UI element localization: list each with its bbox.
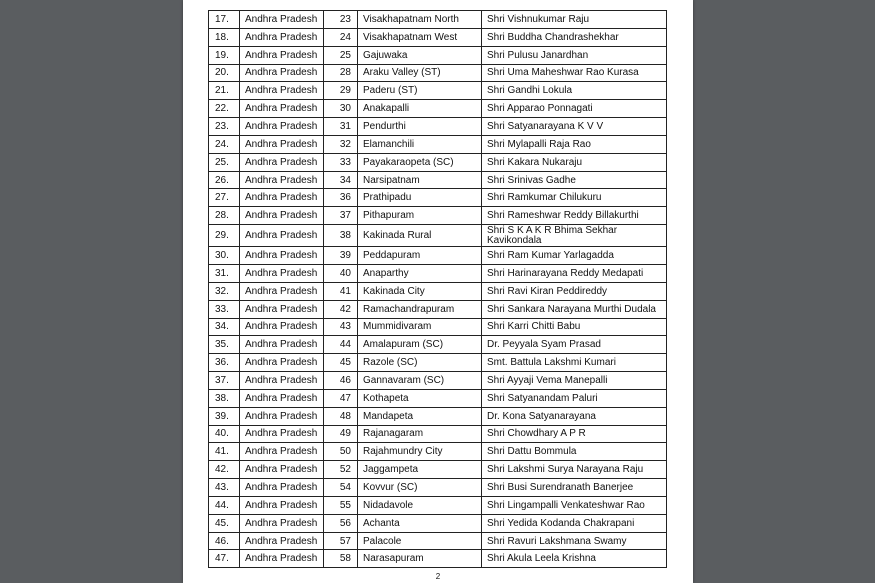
constituency-number-cell: 40 [324, 264, 358, 282]
constituency-name-cell: Ramachandrapuram [358, 300, 482, 318]
constituency-name-cell: Elamanchili [358, 135, 482, 153]
table-row [209, 300, 667, 318]
constituency-number-cell: 33 [324, 153, 358, 171]
constituency-name-cell: Anakapalli [358, 100, 482, 118]
table-row [209, 389, 667, 407]
candidate-name-cell: Shri Lakshmi Surya Narayana Raju [482, 461, 667, 479]
state-cell: Andhra Pradesh [240, 82, 324, 100]
candidate-name-cell: Shri Ramkumar Chilukuru [482, 189, 667, 207]
candidate-name-cell: Shri Ram Kumar Yarlagadda [482, 247, 667, 265]
constituency-number-cell: 37 [324, 207, 358, 225]
candidate-name-cell: Shri Apparao Ponnagati [482, 100, 667, 118]
state-cell: Andhra Pradesh [240, 514, 324, 532]
constituency-name-cell: Rajanagaram [358, 425, 482, 443]
constituency-name-cell: Kothapeta [358, 389, 482, 407]
table-row [209, 225, 667, 247]
state-cell: Andhra Pradesh [240, 461, 324, 479]
state-cell: Andhra Pradesh [240, 264, 324, 282]
serial-number-cell: 23. [209, 118, 240, 136]
candidate-name-cell: Shri Sankara Narayana Murthi Dudala [482, 300, 667, 318]
serial-number-cell: 44. [209, 496, 240, 514]
table-row [209, 354, 667, 372]
constituency-name-cell: Mandapeta [358, 407, 482, 425]
constituency-name-cell: Razole (SC) [358, 354, 482, 372]
candidate-name-cell: Dr. Kona Satyanarayana [482, 407, 667, 425]
constituency-number-cell: 44 [324, 336, 358, 354]
serial-number-cell: 40. [209, 425, 240, 443]
constituency-number-cell: 24 [324, 28, 358, 46]
state-cell: Andhra Pradesh [240, 153, 324, 171]
table-row [209, 118, 667, 136]
constituency-name-cell: Peddapuram [358, 247, 482, 265]
state-cell: Andhra Pradesh [240, 282, 324, 300]
constituency-name-cell: Gannavaram (SC) [358, 372, 482, 390]
candidate-name-cell: Shri Kakara Nukaraju [482, 153, 667, 171]
serial-number-cell: 33. [209, 300, 240, 318]
table-row [209, 372, 667, 390]
constituency-name-cell: Amalapuram (SC) [358, 336, 482, 354]
serial-number-cell: 32. [209, 282, 240, 300]
constituency-number-cell: 42 [324, 300, 358, 318]
state-cell: Andhra Pradesh [240, 11, 324, 29]
table-row [209, 207, 667, 225]
constituency-number-cell: 49 [324, 425, 358, 443]
constituency-name-cell: Kakinada Rural [358, 225, 482, 247]
candidate-name-cell: Shri Satyanandam Paluri [482, 389, 667, 407]
constituency-name-cell: Payakaraopeta (SC) [358, 153, 482, 171]
constituency-name-cell: Achanta [358, 514, 482, 532]
serial-number-cell: 20. [209, 64, 240, 82]
candidate-name-cell: Shri Harinarayana Reddy Medapati [482, 264, 667, 282]
constituency-number-cell: 48 [324, 407, 358, 425]
state-cell: Andhra Pradesh [240, 207, 324, 225]
table-row [209, 28, 667, 46]
candidate-name-cell: Shri Satyanarayana K V V [482, 118, 667, 136]
serial-number-cell: 31. [209, 264, 240, 282]
candidate-name-cell: Shri Buddha Chandrashekhar [482, 28, 667, 46]
candidate-name-cell: Shri Busi Surendranath Banerjee [482, 479, 667, 497]
serial-number-cell: 24. [209, 135, 240, 153]
constituency-number-cell: 31 [324, 118, 358, 136]
constituency-name-cell: Rajahmundry City [358, 443, 482, 461]
serial-number-cell: 38. [209, 389, 240, 407]
table-row [209, 425, 667, 443]
candidate-name-cell: Shri Rameshwar Reddy Billakurthi [482, 207, 667, 225]
constituency-name-cell: Palacole [358, 532, 482, 550]
table-body [209, 11, 667, 568]
table-row [209, 82, 667, 100]
table-row [209, 479, 667, 497]
table-row [209, 100, 667, 118]
constituency-number-cell: 55 [324, 496, 358, 514]
candidate-name-cell: Shri Pulusu Janardhan [482, 46, 667, 64]
candidate-name-cell: Shri Karri Chitti Babu [482, 318, 667, 336]
page-number: 2 [435, 572, 441, 581]
constituency-number-cell: 30 [324, 100, 358, 118]
state-cell: Andhra Pradesh [240, 247, 324, 265]
constituency-number-cell: 32 [324, 135, 358, 153]
serial-number-cell: 35. [209, 336, 240, 354]
serial-number-cell: 45. [209, 514, 240, 532]
table-row [209, 135, 667, 153]
serial-number-cell: 29. [209, 225, 240, 247]
serial-number-cell: 36. [209, 354, 240, 372]
table-row [209, 514, 667, 532]
candidate-name-cell: Shri Chowdhary A P R [482, 425, 667, 443]
candidate-name-cell: Shri Ayyaji Vema Manepalli [482, 372, 667, 390]
serial-number-cell: 28. [209, 207, 240, 225]
serial-number-cell: 25. [209, 153, 240, 171]
constituency-number-cell: 54 [324, 479, 358, 497]
serial-number-cell: 43. [209, 479, 240, 497]
constituency-number-cell: 41 [324, 282, 358, 300]
candidate-name-cell: Shri Ravuri Lakshmana Swamy [482, 532, 667, 550]
constituency-name-cell: Paderu (ST) [358, 82, 482, 100]
table-row [209, 532, 667, 550]
candidate-table [208, 10, 667, 568]
constituency-name-cell: Kakinada City [358, 282, 482, 300]
serial-number-cell: 47. [209, 550, 240, 568]
serial-number-cell: 37. [209, 372, 240, 390]
constituency-number-cell: 58 [324, 550, 358, 568]
state-cell: Andhra Pradesh [240, 425, 324, 443]
serial-number-cell: 42. [209, 461, 240, 479]
constituency-number-cell: 23 [324, 11, 358, 29]
state-cell: Andhra Pradesh [240, 496, 324, 514]
serial-number-cell: 34. [209, 318, 240, 336]
state-cell: Andhra Pradesh [240, 336, 324, 354]
state-cell: Andhra Pradesh [240, 389, 324, 407]
table-row [209, 46, 667, 64]
table-row [209, 11, 667, 29]
state-cell: Andhra Pradesh [240, 532, 324, 550]
constituency-name-cell: Mummidivaram [358, 318, 482, 336]
state-cell: Andhra Pradesh [240, 372, 324, 390]
document-page [183, 0, 693, 583]
state-cell: Andhra Pradesh [240, 443, 324, 461]
state-cell: Andhra Pradesh [240, 407, 324, 425]
candidate-name-cell: Shri Dattu Bommula [482, 443, 667, 461]
serial-number-cell: 19. [209, 46, 240, 64]
constituency-name-cell: Gajuwaka [358, 46, 482, 64]
constituency-name-cell: Visakhapatnam West [358, 28, 482, 46]
serial-number-cell: 46. [209, 532, 240, 550]
state-cell: Andhra Pradesh [240, 135, 324, 153]
constituency-number-cell: 46 [324, 372, 358, 390]
state-cell: Andhra Pradesh [240, 46, 324, 64]
constituency-name-cell: Anaparthy [358, 264, 482, 282]
constituency-number-cell: 50 [324, 443, 358, 461]
constituency-name-cell: Nidadavole [358, 496, 482, 514]
constituency-number-cell: 38 [324, 225, 358, 247]
constituency-name-cell: Visakhapatnam North [358, 11, 482, 29]
candidate-name-cell: Shri Lingampalli Venkateshwar Rao [482, 496, 667, 514]
serial-number-cell: 21. [209, 82, 240, 100]
table-row [209, 407, 667, 425]
constituency-name-cell: Araku Valley (ST) [358, 64, 482, 82]
constituency-number-cell: 28 [324, 64, 358, 82]
table-row [209, 171, 667, 189]
table-row [209, 443, 667, 461]
constituency-number-cell: 57 [324, 532, 358, 550]
candidate-name-cell: Shri Ravi Kiran Peddireddy [482, 282, 667, 300]
serial-number-cell: 27. [209, 189, 240, 207]
constituency-number-cell: 29 [324, 82, 358, 100]
constituency-number-cell: 36 [324, 189, 358, 207]
serial-number-cell: 30. [209, 247, 240, 265]
constituency-name-cell: Jaggampeta [358, 461, 482, 479]
state-cell: Andhra Pradesh [240, 479, 324, 497]
serial-number-cell: 22. [209, 100, 240, 118]
table-row [209, 318, 667, 336]
state-cell: Andhra Pradesh [240, 28, 324, 46]
constituency-name-cell: Kovvur (SC) [358, 479, 482, 497]
table-row [209, 336, 667, 354]
constituency-name-cell: Prathipadu [358, 189, 482, 207]
table-row [209, 550, 667, 568]
state-cell: Andhra Pradesh [240, 225, 324, 247]
state-cell: Andhra Pradesh [240, 354, 324, 372]
state-cell: Andhra Pradesh [240, 318, 324, 336]
state-cell: Andhra Pradesh [240, 64, 324, 82]
constituency-number-cell: 39 [324, 247, 358, 265]
candidate-name-cell: Shri Yedida Kodanda Chakrapani [482, 514, 667, 532]
constituency-number-cell: 43 [324, 318, 358, 336]
state-cell: Andhra Pradesh [240, 550, 324, 568]
table-row [209, 282, 667, 300]
constituency-number-cell: 47 [324, 389, 358, 407]
table-row [209, 64, 667, 82]
table-row [209, 189, 667, 207]
candidate-name-cell: Smt. Battula Lakshmi Kumari [482, 354, 667, 372]
candidate-name-cell: Shri Gandhi Lokula [482, 82, 667, 100]
state-cell: Andhra Pradesh [240, 171, 324, 189]
constituency-name-cell: Narsipatnam [358, 171, 482, 189]
candidate-name-cell: Shri Srinivas Gadhe [482, 171, 667, 189]
table-row [209, 264, 667, 282]
candidate-name-cell: Shri S K A K R Bhima Sekhar Kavikondala [482, 225, 667, 247]
constituency-name-cell: Pithapuram [358, 207, 482, 225]
candidate-name-cell: Shri Vishnukumar Raju [482, 11, 667, 29]
serial-number-cell: 41. [209, 443, 240, 461]
state-cell: Andhra Pradesh [240, 189, 324, 207]
table-row [209, 496, 667, 514]
constituency-number-cell: 56 [324, 514, 358, 532]
serial-number-cell: 17. [209, 11, 240, 29]
constituency-number-cell: 25 [324, 46, 358, 64]
candidate-name-cell: Dr. Peyyala Syam Prasad [482, 336, 667, 354]
table-row [209, 247, 667, 265]
state-cell: Andhra Pradesh [240, 300, 324, 318]
constituency-number-cell: 45 [324, 354, 358, 372]
table-row [209, 153, 667, 171]
state-cell: Andhra Pradesh [240, 118, 324, 136]
candidate-name-cell: Shri Uma Maheshwar Rao Kurasa [482, 64, 667, 82]
constituency-number-cell: 34 [324, 171, 358, 189]
serial-number-cell: 39. [209, 407, 240, 425]
constituency-number-cell: 52 [324, 461, 358, 479]
serial-number-cell: 18. [209, 28, 240, 46]
constituency-name-cell: Pendurthi [358, 118, 482, 136]
state-cell: Andhra Pradesh [240, 100, 324, 118]
table-row [209, 461, 667, 479]
candidate-name-cell: Shri Mylapalli Raja Rao [482, 135, 667, 153]
candidate-name-cell: Shri Akula Leela Krishna [482, 550, 667, 568]
serial-number-cell: 26. [209, 171, 240, 189]
constituency-name-cell: Narasapuram [358, 550, 482, 568]
